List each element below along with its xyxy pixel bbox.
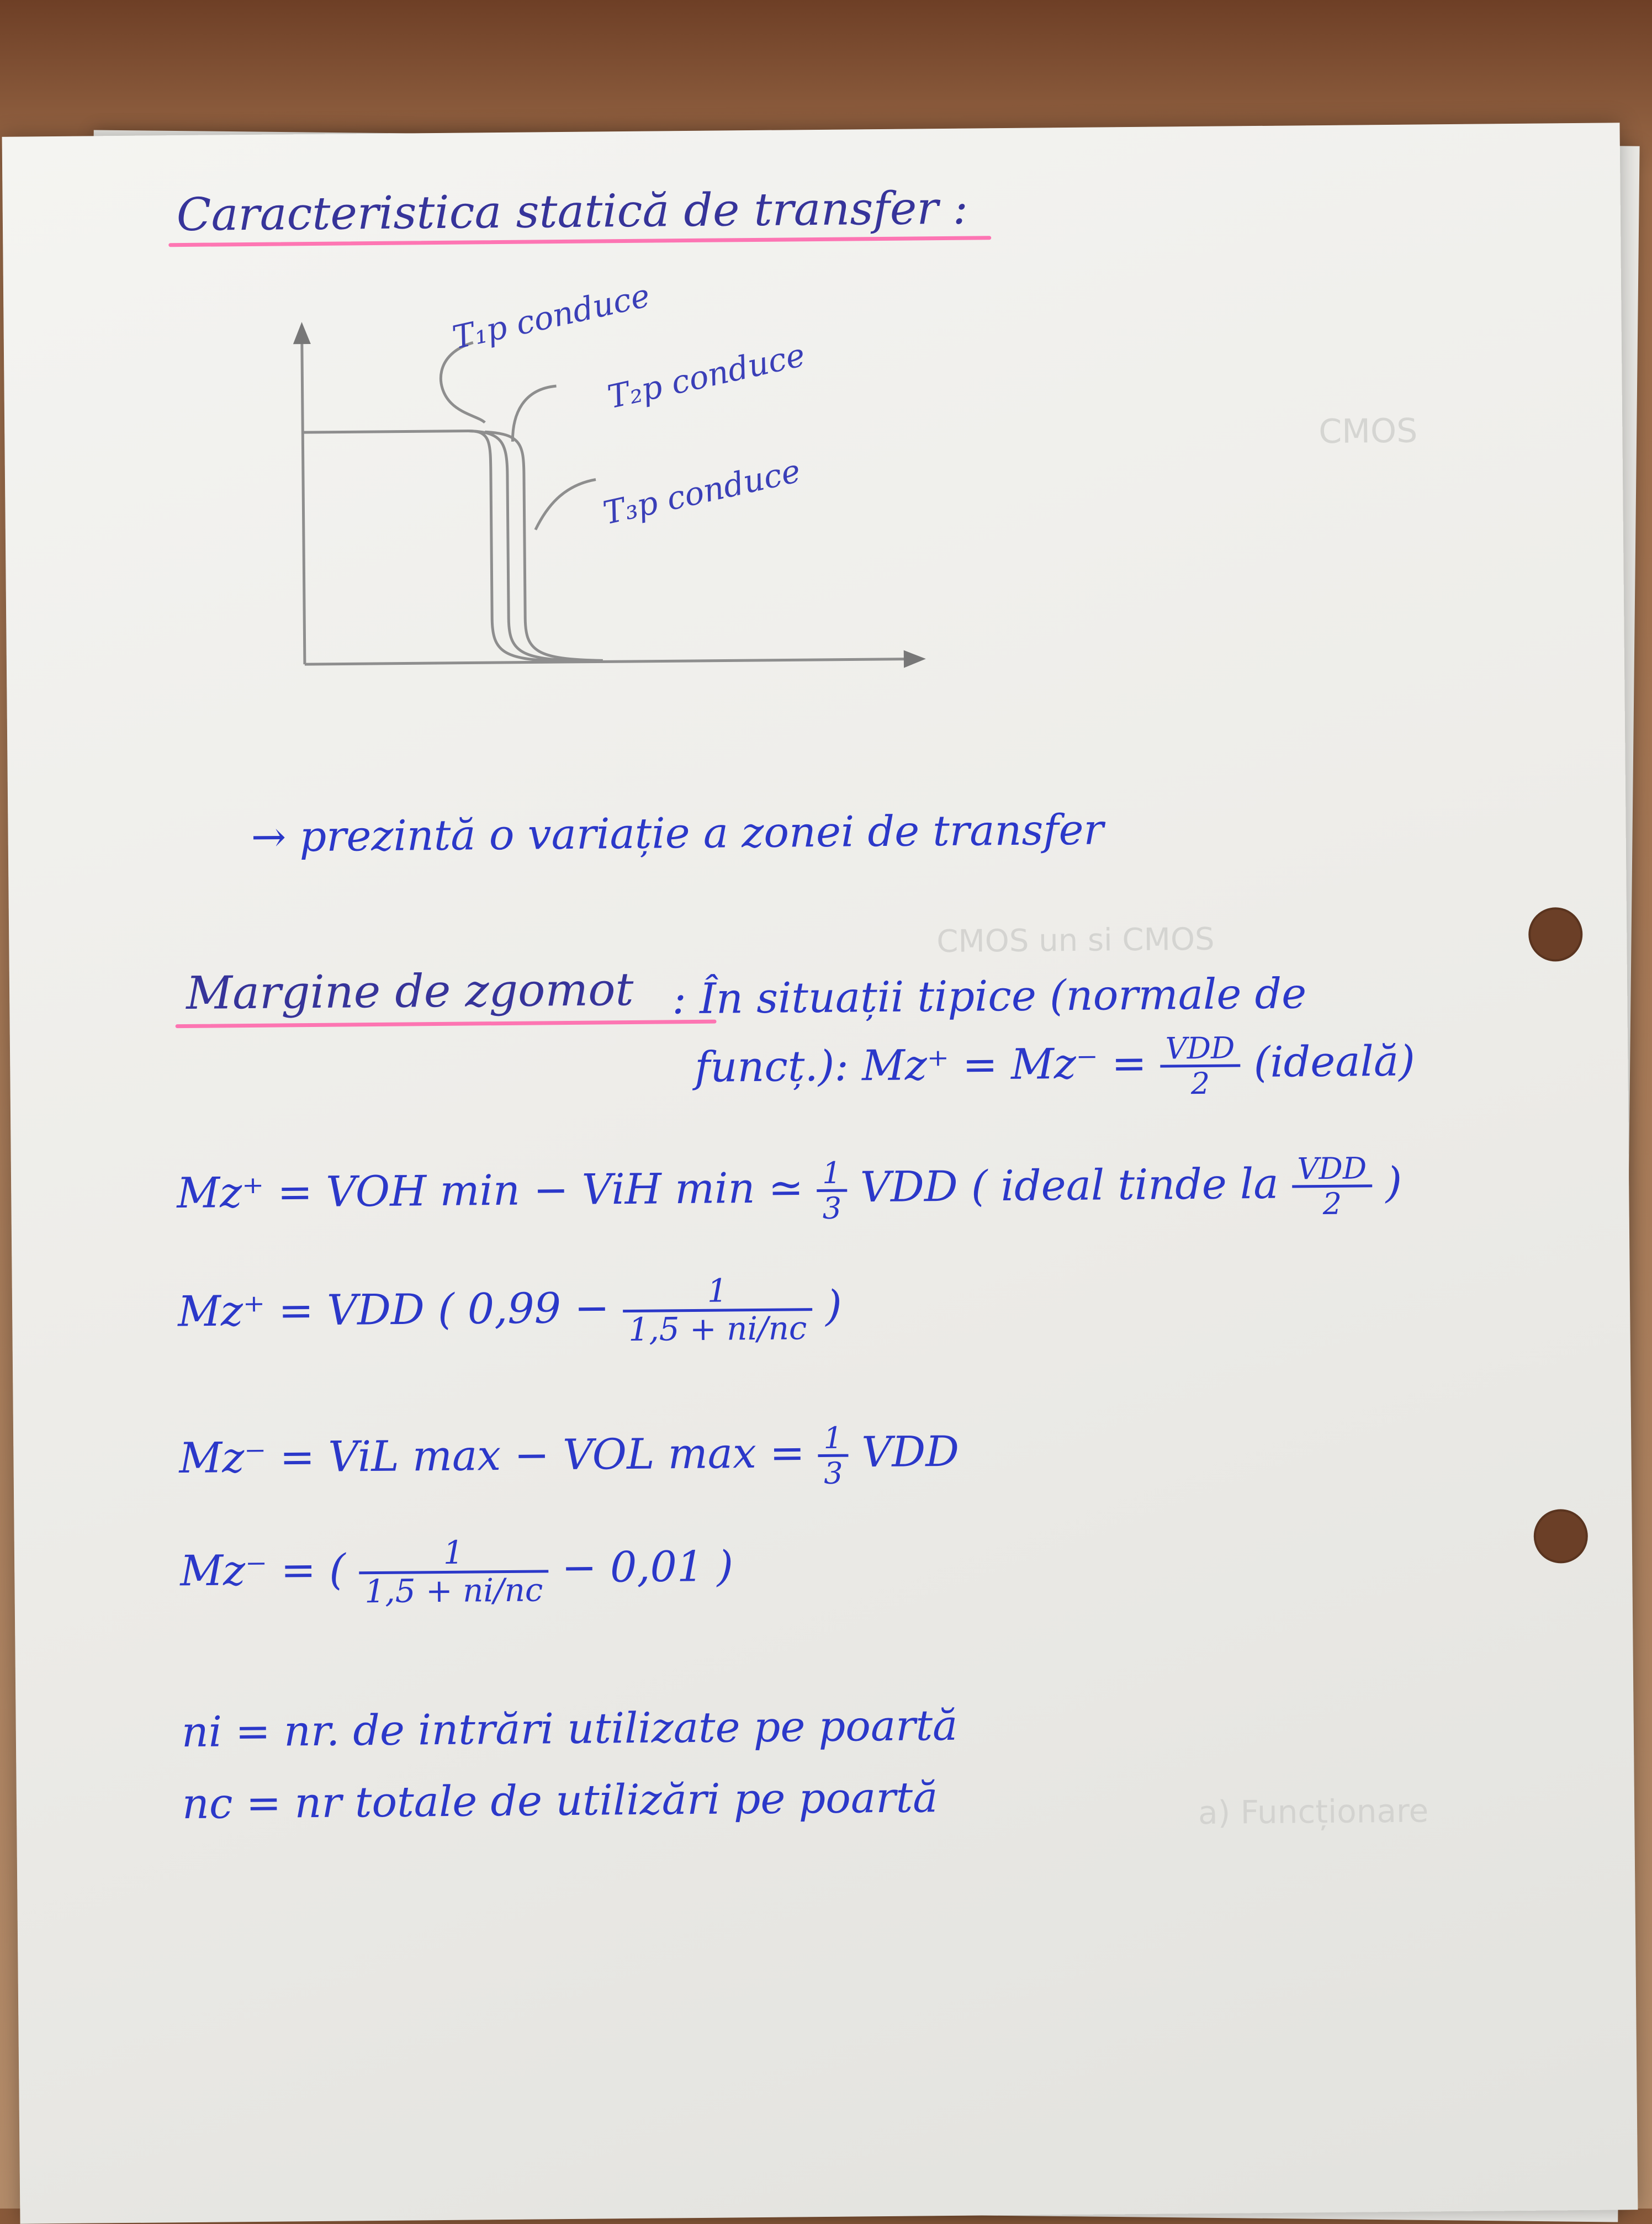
fraction-numerator: 1: [359, 1534, 549, 1574]
formula-mz-minus-expression: [180, 1533, 734, 1611]
notebook-page: [2, 123, 1638, 2223]
formula3-prefix: Mz⁻ = ViL max − VOL max =: [179, 1428, 806, 1483]
fraction-denominator: 2: [1322, 1187, 1342, 1222]
fraction-numerator: VDD: [1159, 1031, 1240, 1068]
show-through-text: CMOS un si CMOS: [936, 921, 1215, 960]
curve-t1p: [303, 430, 559, 663]
noise-margin-intro-line2: [695, 1030, 1416, 1105]
formula4-suffix: − 0,01 ): [561, 1541, 734, 1592]
noise-margin-underline: [176, 1020, 717, 1029]
formula-mz-plus-expression: [178, 1273, 843, 1352]
formula-mz-plus-definition: [177, 1152, 1402, 1231]
intro-line2-suffix: (ideală): [1253, 1036, 1416, 1087]
curve-t3p: [485, 431, 603, 661]
definition-ni: ni = nr. de intrări utilizate pe poartă: [181, 1700, 958, 1757]
formula3-suffix: VDD: [861, 1426, 960, 1477]
punch-hole-top: [1528, 907, 1583, 962]
formula1-prefix: Mz⁺ = VOH min − ViH min ≃: [176, 1163, 804, 1218]
formula4-fraction: [359, 1534, 549, 1609]
fraction-denominator: 3: [823, 1456, 843, 1491]
fraction-numerator: 1: [817, 1157, 847, 1193]
y-axis: [302, 333, 305, 664]
intro-line2-prefix: funcț.): Mz⁺ = Mz⁻ =: [694, 1038, 1147, 1092]
formula1-middle: VDD ( ideal tinde la: [860, 1158, 1279, 1212]
formula-mz-minus-definition: [179, 1421, 960, 1496]
label-t3p: T₃p conduce: [600, 452, 804, 532]
vdd-over-2-fraction: [1159, 1031, 1241, 1100]
formula4-prefix: Mz⁻ = (: [179, 1544, 346, 1596]
x-axis: [305, 659, 912, 665]
show-through-text: a) Funcționare: [1198, 1792, 1429, 1832]
show-through-text: CMOS: [1319, 411, 1418, 452]
noise-margin-heading: Margine de zgomot: [186, 963, 634, 1020]
observation-text: → prezintă o variație a zonei de transfer: [251, 804, 1104, 861]
formula2-prefix: Mz⁺ = VDD ( 0,99 −: [177, 1283, 610, 1336]
fraction-numerator: VDD: [1291, 1152, 1372, 1188]
fraction-denominator: 1,5 + ni/nc: [628, 1309, 807, 1348]
label-t2p: T₂p conduce: [604, 336, 809, 416]
fraction-denominator: 2: [1190, 1066, 1210, 1102]
formula1-suffix: ): [1385, 1157, 1402, 1207]
fraction-numerator: 1: [818, 1422, 848, 1458]
formula2-suffix: ): [825, 1280, 843, 1331]
fraction-numerator: 1: [623, 1273, 813, 1312]
fraction-denominator: 1,5 + ni/nc: [364, 1571, 543, 1611]
label-t1p: T₁p conduce: [449, 276, 654, 357]
page-title: Caracteristica statică de transfer :: [176, 182, 968, 242]
one-third-fraction: [817, 1157, 847, 1225]
vdd-over-2-fraction: [1291, 1152, 1373, 1221]
y-axis-arrowhead: [293, 322, 311, 344]
formula2-fraction: [623, 1273, 813, 1348]
fraction-denominator: 3: [822, 1191, 842, 1226]
one-third-fraction: [818, 1422, 848, 1490]
arrow-t3p: [535, 479, 596, 529]
punch-hole-bottom: [1533, 1509, 1588, 1564]
definition-nc: nc = nr totale de utilizări pe poartă: [182, 1772, 938, 1829]
noise-margin-intro-line1: : În situații tipice (normale de: [671, 968, 1307, 1024]
x-axis-arrowhead: [904, 650, 926, 668]
arrow-t2p: [512, 386, 557, 442]
